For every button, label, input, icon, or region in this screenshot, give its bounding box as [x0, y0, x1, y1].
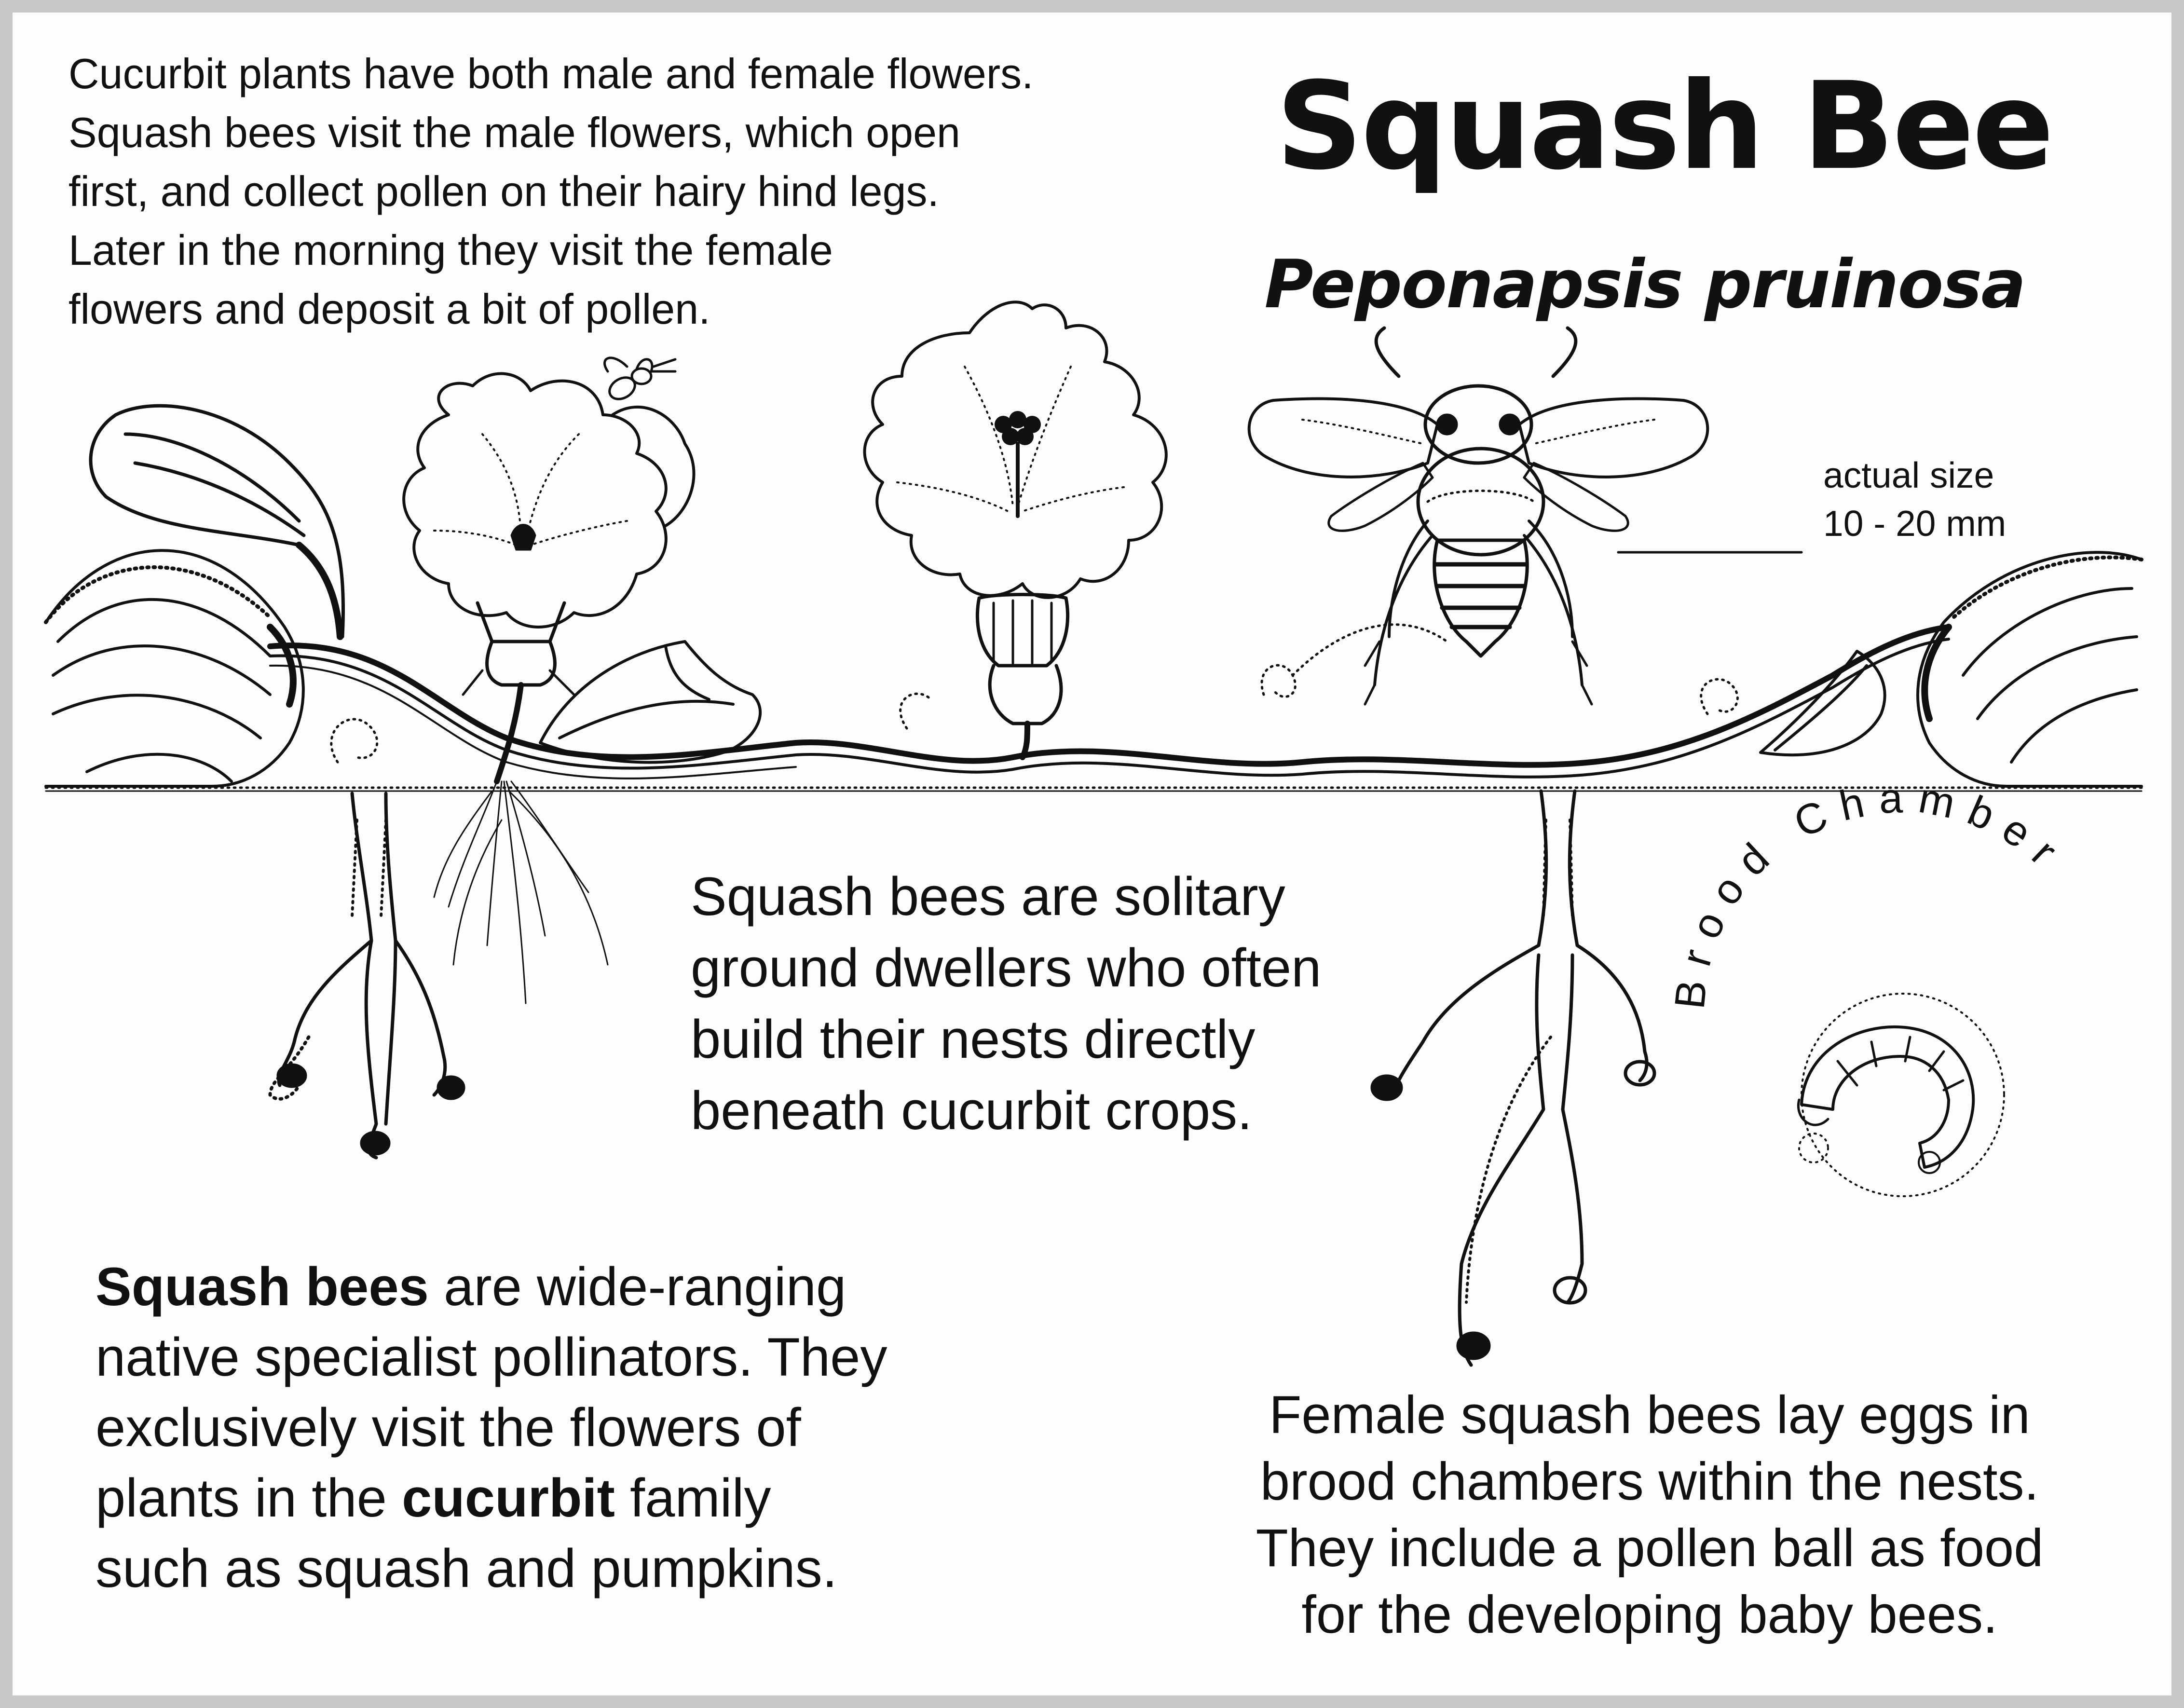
squash-vine	[270, 627, 1949, 779]
solitary-line: ground dwellers who often	[691, 938, 1322, 998]
intro-paragraph	[68, 44, 1236, 339]
ranging-text: family	[614, 1468, 771, 1528]
solitary-line: build their nests directly	[691, 1009, 1256, 1069]
right-nest-tunnel	[1372, 791, 1654, 1365]
solitary-line: beneath cucurbit crops.	[691, 1080, 1253, 1141]
solitary-paragraph	[691, 861, 1414, 1147]
eggs-line: brood chambers within the nests.	[1260, 1452, 2039, 1511]
scientific-name: Peponapsis pruinosa	[1264, 246, 2025, 323]
eggs-line: Female squash bees lay eggs in	[1269, 1385, 2030, 1445]
ranging-line: exclusively visit the flowers of	[96, 1397, 801, 1458]
female-flower	[865, 302, 1166, 757]
intro-line: first, and collect pollen on their hairy hind legs.	[68, 167, 939, 215]
eggs-line: They include a pollen ball as food	[1256, 1518, 2044, 1578]
right-pumpkin	[1918, 552, 2142, 786]
ranging-text: are wide-ranging	[428, 1257, 846, 1317]
solitary-line: Squash bees are solitary	[691, 866, 1285, 927]
intro-line: Later in the morning they visit the female	[68, 226, 833, 274]
intro-line: flowers and deposit a bit of pollen.	[68, 285, 710, 333]
ranging-line: such as squash and pumpkins.	[96, 1538, 837, 1599]
ranging-line	[96, 1252, 1036, 1322]
bold-phrase: cucurbit	[402, 1468, 615, 1528]
squash-bee-illustration	[1249, 328, 1708, 704]
ranging-text: plants in the	[96, 1468, 402, 1528]
eggs-line: for the developing baby bees.	[1301, 1585, 1998, 1644]
left-pumpkin	[46, 550, 303, 786]
flying-bee	[605, 358, 675, 403]
brood-chamber-label: Brood Chamber	[1665, 773, 2076, 1011]
eggs-paragraph	[1215, 1382, 2084, 1648]
left-nest-tunnel	[270, 793, 464, 1158]
intro-line: Squash bees visit the male flowers, which open	[68, 109, 960, 156]
plant-roots	[434, 781, 608, 1003]
actual-size-label	[1823, 451, 2040, 547]
male-flower	[404, 374, 694, 781]
vine-leaf	[540, 642, 760, 762]
ranging-line: native specialist pollinators. They	[96, 1327, 887, 1387]
brood-chamber-illustration	[1798, 994, 2004, 1196]
ranging-paragraph	[96, 1252, 1036, 1604]
ranging-line	[96, 1463, 1036, 1533]
size-label-line: actual size	[1823, 455, 1994, 495]
page-title: Squash Bee	[1276, 56, 2052, 196]
size-label-range: 10 - 20 mm	[1823, 503, 2007, 544]
bold-phrase: Squash bees	[96, 1257, 429, 1317]
intro-line: Cucurbit plants have both male and female flowers.	[68, 50, 1034, 97]
